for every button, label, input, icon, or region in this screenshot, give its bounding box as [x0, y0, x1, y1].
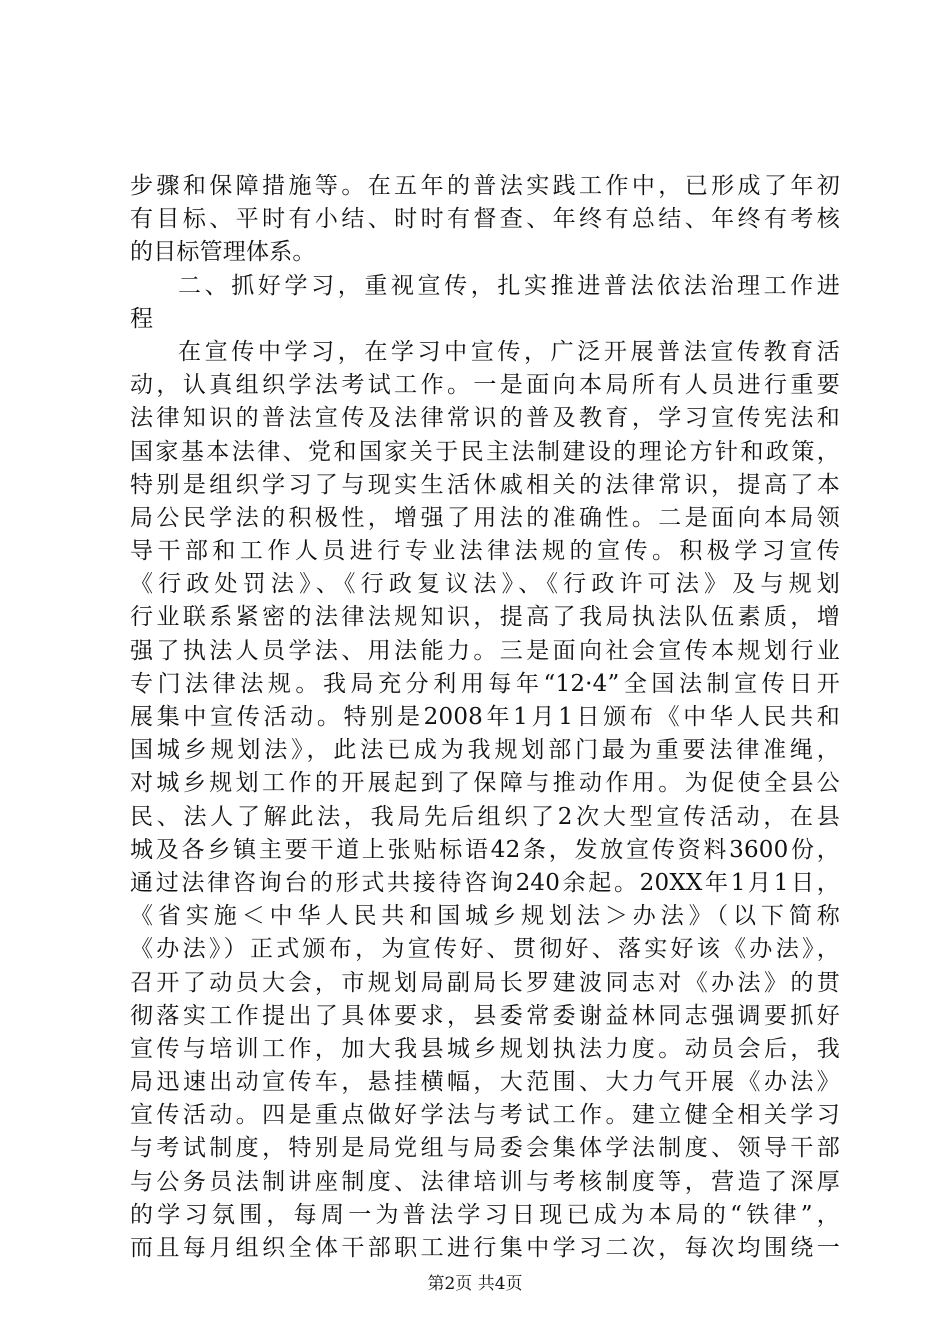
- text-line: 的目标管理体系。: [130, 239, 316, 266]
- text-line: 的学习氛围，每周一为普法学习日现已成为本局的“铁律”，: [130, 1201, 840, 1228]
- text-line: 宣传活动。四是重点做好学法与考试工作。建立健全相关学习: [130, 1102, 840, 1129]
- text-line: 《办法》）正式颁布，为宣传好、贯彻好、落实好该《办法》，: [130, 936, 840, 963]
- text-line: 步骤和保障措施等。在五年的普法实践工作中，已形成了年初: [130, 173, 840, 199]
- text-line: 法律知识的普法宣传及法律常识的普及教育，学习宣传宪法和: [130, 405, 840, 432]
- text-line: 《省实施＜中华人民共和国城乡规划法＞办法》（以下简称: [130, 903, 840, 930]
- text-line: 对城乡规划工作的开展起到了保障与推动作用。为促使全县公: [130, 770, 840, 797]
- text-line: 与公务员法制讲座制度、法律培训与考核制度等，营造了深厚: [130, 1168, 840, 1195]
- text-line: 彻落实工作提出了具体要求，县委常委谢益林同志强调要抓好: [130, 1002, 840, 1029]
- text-line: 局迅速出动宣传车，悬挂横幅，大范围、大力气开展《办法》: [130, 1069, 840, 1096]
- text-line: 行业联系紧密的法律法规知识，提高了我局执法队伍素质，增: [130, 604, 840, 631]
- text-line: 通过法律咨询台的形式共接待咨询240余起。20XX年1月1日，: [130, 869, 840, 896]
- text-line: 动，认真组织学法考试工作。一是面向本局所有人员进行重要: [130, 372, 840, 399]
- page-footer: 第2页 共4页: [427, 1274, 523, 1294]
- text-line: 《行政处罚法》、《行政复议法》、《行政许可法》及与规划: [130, 571, 840, 598]
- text-line: 召开了动员大会，市规划局副局长罗建波同志对《办法》的贯: [130, 969, 840, 996]
- text-line: 展集中宣传活动。特别是2008年1月1日颁布《中华人民共和: [130, 704, 840, 730]
- text-line: 程: [130, 305, 154, 332]
- text-line: 导干部和工作人员进行专业法律法规的宣传。积极学习宣传: [130, 538, 840, 565]
- text-line: 而且每月组织全体干部职工进行集中学习二次，每次均围绕一: [130, 1235, 840, 1261]
- text-line: 与考试制度，特别是局党组与局委会集体学法制度、领导干部: [130, 1135, 840, 1162]
- text-line: 二、抓好学习，重视宣传，扎实推进普法依法治理工作进: [178, 272, 840, 299]
- text-line: 局公民学法的积极性，增强了用法的准确性。二是面向本局领: [130, 504, 840, 531]
- text-line: 国家基本法律、党和国家关于民主法制建设的理论方针和政策，: [130, 438, 840, 465]
- text-line: 有目标、平时有小结、时时有督查、年终有总结、年终有考核: [130, 206, 840, 233]
- text-line: 专门法律法规。我局充分利用每年“12·4”全国法制宣传日开: [130, 670, 840, 697]
- text-line: 民、法人了解此法，我局先后组织了2次大型宣传活动，在县: [130, 803, 840, 830]
- document-body: [130, 170, 840, 1265]
- text-line: 强了执法人员学法、用法能力。三是面向社会宣传本规划行业: [130, 637, 840, 664]
- text-line: 特别是组织学习了与现实生活休戚相关的法律常识，提高了本: [130, 471, 840, 498]
- text-line: 城及各乡镇主要干道上张贴标语42条，发放宣传资料3600份，: [130, 836, 840, 863]
- text-line: 国城乡规划法》，此法已成为我规划部门最为重要法律准绳，: [130, 737, 840, 764]
- text-line: 在宣传中学习，在学习中宣传，广泛开展普法宣传教育活: [178, 338, 840, 365]
- text-line: 宣传与培训工作，加大我县城乡规划执法力度。动员会后，我: [130, 1035, 840, 1062]
